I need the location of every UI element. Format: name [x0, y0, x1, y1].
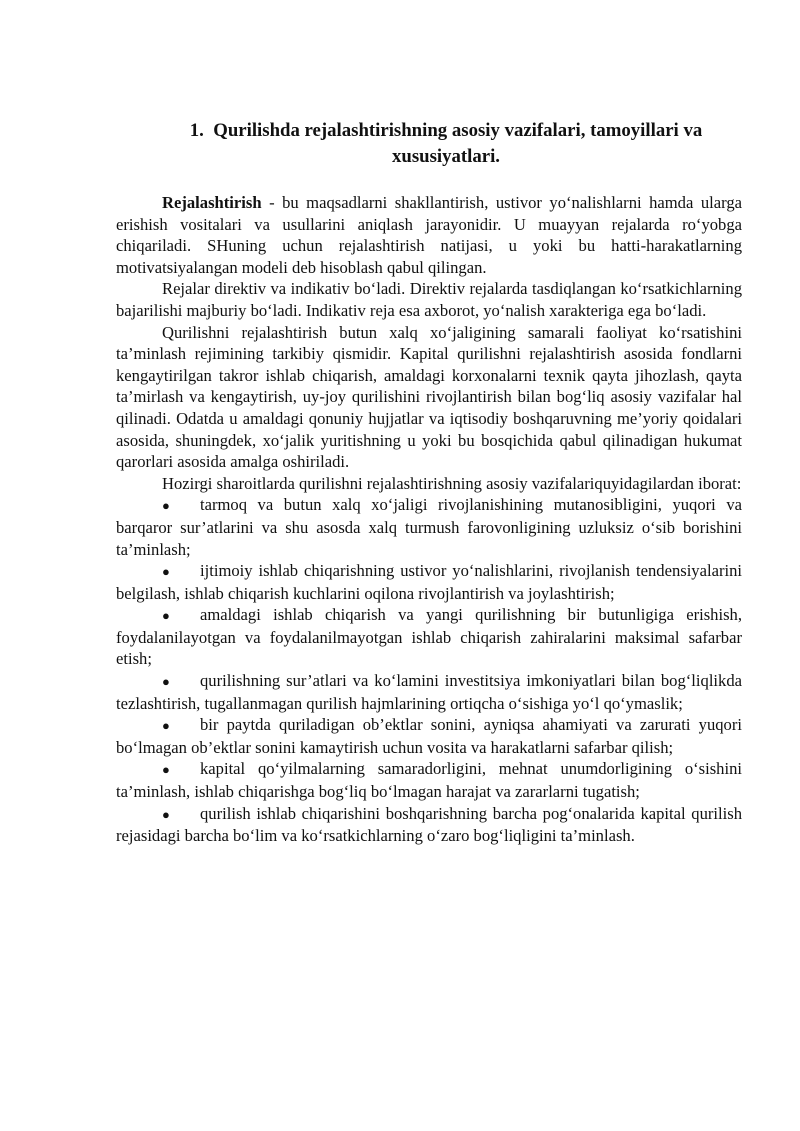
section-title: Qurilishda rejalashtirishning asosiy vazifalari, tamoyillari va xususiyatlari. [213, 120, 703, 167]
section-number: 1. [189, 120, 204, 141]
list-item-text: qurilish ishlab chiqarishini boshqarishning barcha pog‘onalarida kapital qurilish rejasidagi barcha bo‘lim va ko‘rsatkichlarning o‘zaro bog‘liqligini ta’minlash. [116, 803, 742, 846]
list-item [116, 670, 742, 714]
list-item-text: amaldagi ishlab chiqarish va yangi qurilishning bir butunligiga erishish, foydalanilayotgan va foydalanilmayotgan ishlab chiqarish zahiralarini maksimal safarbar etish; [116, 605, 742, 669]
bullet-icon: ● [162, 674, 170, 690]
list-item-text: kapital qo‘yilmalarning samaradorligini, mehnat unumdorligining o‘sishini ta’minlash, ishlab chiqarishga bog‘liq bo‘lmagan harajat va zararlarni tugatish; [116, 759, 742, 802]
paragraph-text: Hozirgi sharoitlarda qurilishni rejalashtirishning asosiy vazifalariquyidagilardan iborat: [162, 473, 742, 493]
bullet-icon: ● [162, 806, 170, 822]
list-item [116, 494, 742, 560]
bullet-icon: ● [162, 762, 170, 778]
definition-text: - bu maqsadlarni shakllantirish, ustivor yo‘nalishlarni hamda ularga erishish vositalari va usullarini aniqlash jarayonidir. U muayyan rejalarda ro‘yobga chiqariladi. SHuning uchun rejalashtirish natijasi, u yoki bu hatti-harakatlarning motivatsiyalangan modeli deb hisoblash qabul qilingan. [116, 193, 742, 277]
list-item-text: tarmoq va butun xalq xo‘jaligi rivojlanishining mutanosibligini, yuqori va barqaror sur’atlarini va shu asosda xalq turmush farovonligining uzluksiz o‘sib borishini ta’minlash; [116, 495, 742, 559]
bullet-icon: ● [162, 608, 170, 624]
paragraph-text: Qurilishni rejalashtirish butun xalq xo‘jaligining samarali faoliyat ko‘rsatishini ta’minlash rejimining tarkibiy qismidir. Kapital qurilishni rejalashtirish asosida fondlarni kengaytirilgan takror ishlab chiqarish, amaldagi korxonalarni texnik qayta jihozlash, qayta ta’mirlash va kengaytirish, uy-joy qurilishini rivojlantirish bilan bog‘liq asosiy vazifalar hal qilinadi. Odatda u amaldagi qonuniy hujjatlar va iqtisodiy boshqaruvning me’yoriy qoidalari asosida, shuningdek, xo‘jalik yuritishning u yoki bu bosqichida qabul qilinadigan hukumat qarorlari asosida amalga oshiriladi. [116, 322, 742, 472]
list-item-text: ijtimoiy ishlab chiqarishning ustivor yo‘nalishlarini, rivojlanish tendensiyalarini belgilash, ishlab chiqarish kuchlarini oqilona rivojlantirish va joylashtirish; [116, 561, 742, 603]
bullet-icon: ● [162, 498, 170, 514]
list-item [116, 604, 742, 670]
tasks-list [116, 494, 742, 847]
paragraph-definition [116, 192, 742, 278]
bullet-icon: ● [162, 718, 170, 734]
list-item [116, 758, 742, 802]
list-item [116, 803, 742, 847]
list-item [116, 560, 742, 604]
section-heading [116, 118, 742, 170]
bullet-icon: ● [162, 564, 170, 580]
document-page [116, 118, 742, 847]
paragraph-text: Rejalar direktiv va indikativ bo‘ladi. Direktiv rejalarda tasdiqlangan ko‘rsatkichlarning bajarilishi majburiy bo‘ladi. Indikativ reja esa axborot, yo‘nalish xarakteriga ega bo‘ladi. [116, 279, 742, 320]
paragraph-construction-planning [116, 322, 742, 473]
list-item-text: qurilishning sur’atlari va ko‘lamini investitsiya imkoniyatlari bilan bog‘liqlikda tezlashtirish, tugallanmagan qurilish hajmlarining ortiqcha o‘sishiga yo‘l qo‘ymaslik; [116, 671, 742, 713]
list-item [116, 714, 742, 758]
paragraph-plan-types [116, 278, 742, 321]
defined-term: Rejalashtirish [162, 193, 262, 212]
paragraph-tasks-intro [116, 473, 742, 495]
list-item-text: bir paytda quriladigan ob’ektlar sonini, ayniqsa ahamiyati va zarurati yuqori bo‘lmagan ob’ektlar sonini kamaytirish uchun vosita va harakatlarni safarbar qilish; [116, 715, 742, 757]
